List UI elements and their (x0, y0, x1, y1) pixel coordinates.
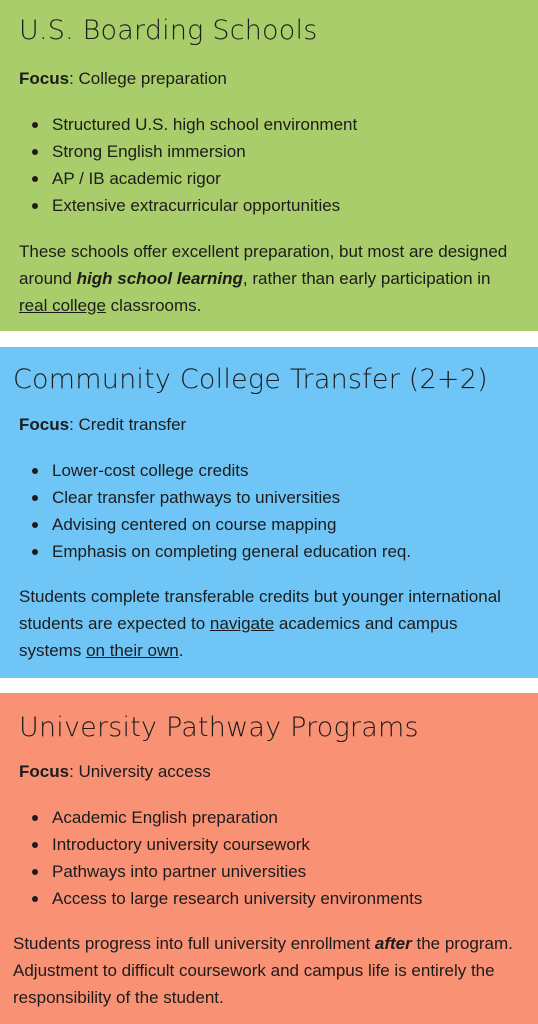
bullet-icon (32, 549, 38, 555)
list-item (19, 831, 520, 858)
focus-value: : University access (69, 762, 211, 781)
text-run: Students progress into full university enrollment (13, 934, 375, 953)
list-item-text: Structured U.S. high school environment (52, 115, 358, 134)
bullet-list (19, 804, 520, 912)
list-item (19, 804, 520, 831)
bullet-icon (32, 176, 38, 182)
bullet-list (19, 457, 520, 565)
bullet-icon (32, 815, 38, 821)
list-item-text: Access to large research university environments (52, 889, 423, 908)
bullet-icon (32, 122, 38, 128)
text-run: classrooms. (105, 296, 202, 315)
pathway-programs-card (0, 693, 538, 1024)
text-run: the program. Adjustment to difficult coursework and campus life is entirely the responsibility of the student. (13, 934, 513, 1007)
bullet-icon (32, 149, 38, 155)
section-description (19, 238, 520, 319)
focus-line (19, 67, 520, 91)
text-run: These schools offer excellent preparation, but most are designed around (19, 242, 508, 288)
community-college-card (0, 347, 538, 678)
list-item (19, 858, 520, 885)
section-title: University Pathway Programs (19, 712, 419, 743)
focus-line (19, 760, 520, 784)
focus-line (19, 413, 520, 437)
boarding-schools-card (0, 0, 538, 331)
bullet-icon (32, 869, 38, 875)
bullet-icon (32, 203, 38, 209)
list-item-text: Lower-cost college credits (52, 461, 249, 480)
list-item-text: Emphasis on completing general education req. (52, 542, 412, 561)
list-item (19, 192, 520, 219)
bullet-list (19, 111, 520, 219)
list-item-text: Extensive extracurricular opportunities (52, 196, 341, 215)
list-item (19, 111, 520, 138)
list-item-text: Academic English preparation (52, 808, 278, 827)
text-run: academics and campus systems (19, 614, 458, 660)
list-item (19, 165, 520, 192)
section-description (13, 930, 520, 1011)
bullet-icon (32, 522, 38, 528)
text-run: . (178, 641, 184, 660)
focus-label: Focus (19, 415, 70, 434)
text-run: , rather than early participation in (242, 269, 491, 288)
list-item (19, 138, 520, 165)
list-item-text: Introductory university coursework (52, 835, 310, 854)
list-item (19, 511, 520, 538)
list-item-text: Clear transfer pathways to universities (52, 488, 341, 507)
focus-label: Focus (19, 762, 70, 781)
list-item (19, 484, 520, 511)
bullet-icon (32, 842, 38, 848)
focus-value: : College preparation (69, 69, 227, 88)
list-item-text: AP / IB academic rigor (52, 169, 221, 188)
list-item (19, 457, 520, 484)
underlined-text: navigate (209, 614, 275, 633)
emphasis-text: high school learning (76, 269, 243, 288)
focus-value: : Credit transfer (69, 415, 187, 434)
list-item (19, 885, 520, 912)
underlined-text: real college (19, 296, 106, 315)
bullet-icon (32, 495, 38, 501)
list-item (19, 538, 520, 565)
bullet-icon (32, 468, 38, 474)
section-title: Community College Transfer (2+2) (13, 364, 488, 395)
emphasis-text: after (374, 934, 412, 953)
bullet-icon (32, 896, 38, 902)
list-item-text: Strong English immersion (52, 142, 246, 161)
text-run: Students complete transferable credits but younger international students are expected to (19, 587, 501, 633)
section-description (19, 583, 520, 664)
underlined-text: on their own (86, 641, 179, 660)
section-title: U.S. Boarding Schools (19, 15, 318, 46)
list-item-text: Advising centered on course mapping (52, 515, 337, 534)
focus-label: Focus (19, 69, 70, 88)
list-item-text: Pathways into partner universities (52, 862, 307, 881)
